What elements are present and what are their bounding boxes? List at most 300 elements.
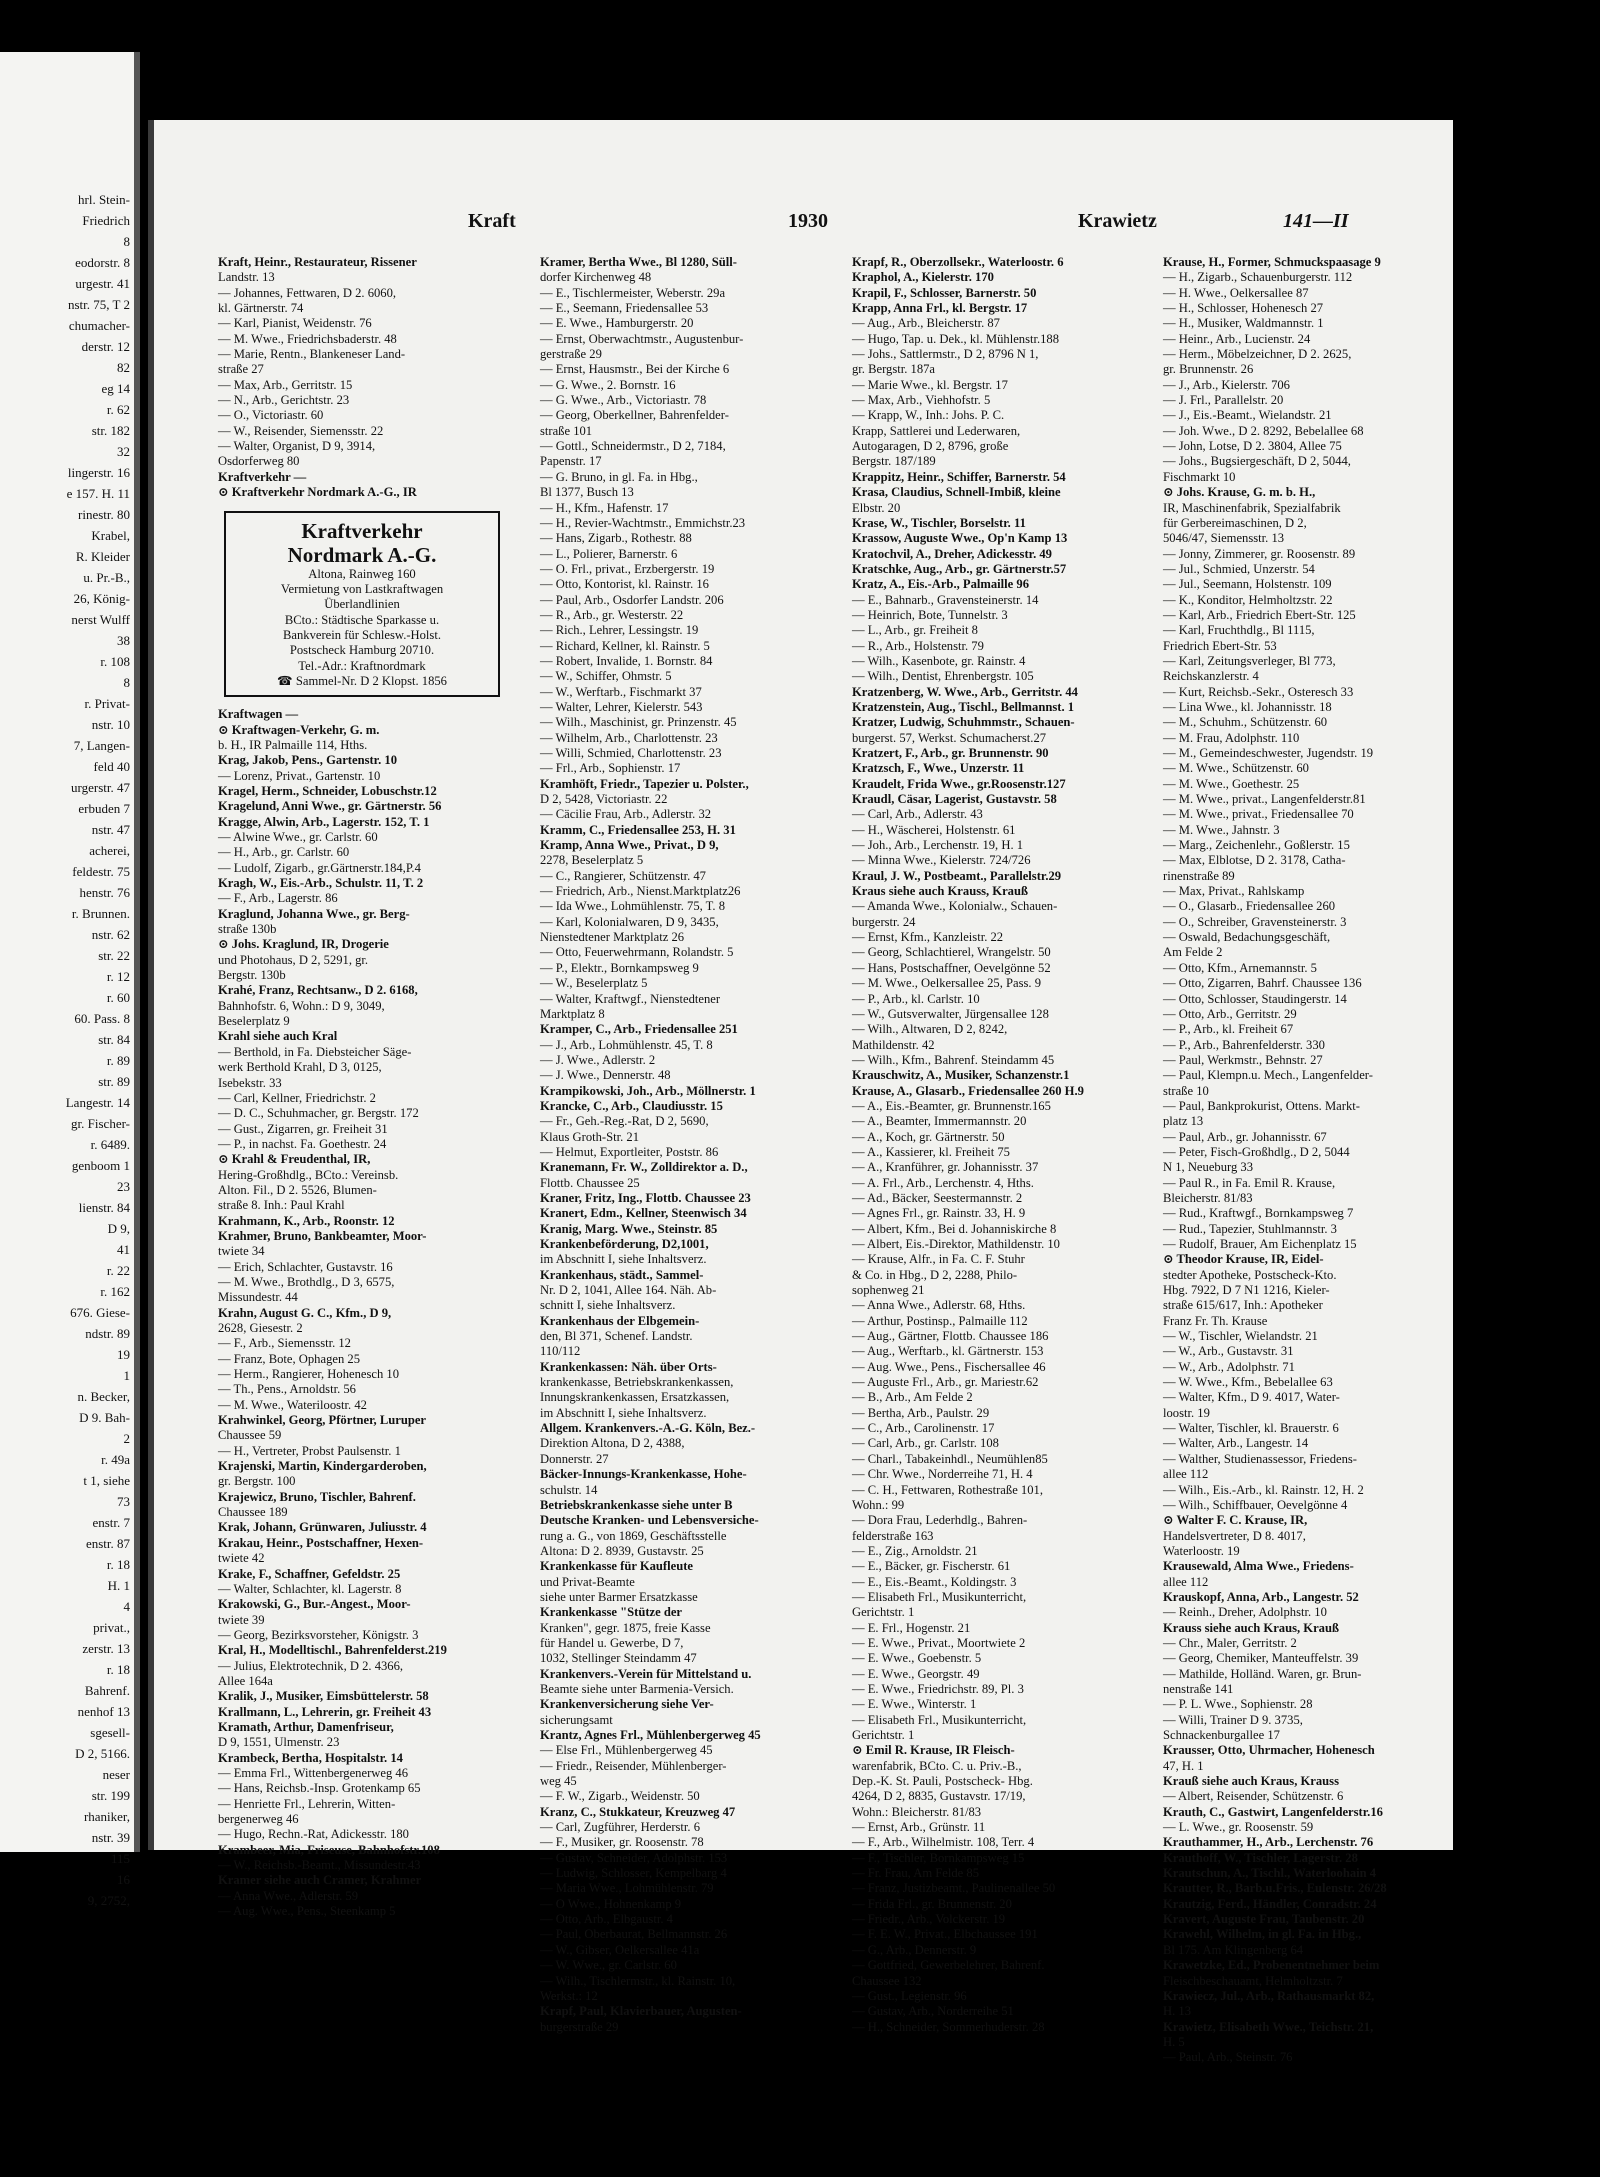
directory-entry: — F. W., Zigarb., Weidenstr. 50	[540, 1789, 700, 1804]
left-fragment: 9, 2752,	[87, 1893, 130, 1908]
left-fragment: D 9. Bah-	[79, 1410, 130, 1425]
directory-entry: Hering-Großhdlg., BCto.: Vereinsb.	[218, 1167, 399, 1182]
directory-entry: — Otto, Schlosser, Staudingerstr. 14	[1163, 991, 1347, 1006]
directory-entry: ⊙ Walter F. C. Krause, IR,	[1163, 1513, 1308, 1528]
left-fragment: genboom 1	[71, 1158, 130, 1173]
directory-entry: — H., Arb., gr. Carlstr. 60	[218, 845, 350, 860]
directory-entry: ⊙ Kraftverkehr Nordmark A.-G., IR	[218, 485, 417, 500]
directory-entry: IR, Maschinenfabrik, Spezialfabrik	[1163, 500, 1341, 515]
directory-entry: — H. Wwe., Oelkersallee 87	[1163, 285, 1309, 300]
directory-entry: — W., Beselerplatz 5	[540, 976, 648, 991]
directory-entry: Kraus siehe auch Krauss, Krauß	[852, 884, 1028, 899]
directory-entry: — Carl, Kellner, Friedrichstr. 2	[218, 1090, 376, 1105]
left-fragment: str. 84	[98, 1032, 130, 1047]
directory-entry: Krambeer, Mia, Friseuse, Bahnhofstr.108	[218, 1842, 440, 1857]
directory-entry: — A., Kassierer, kl. Freiheit 75	[852, 1144, 1010, 1159]
left-fragment: henstr. 76	[79, 885, 130, 900]
left-fragment: nstr. 75, T 2	[67, 297, 130, 312]
directory-entry: — Karl, Kolonialwaren, D 9, 3435,	[540, 914, 719, 929]
directory-entry: — P., Arb., kl. Carlstr. 10	[852, 991, 980, 1006]
left-fragment: Friedrich	[82, 213, 130, 228]
left-fragment: 1	[123, 1368, 130, 1383]
directory-entry: rung a. G., von 1869, Geschäftsstelle	[540, 1528, 727, 1543]
directory-entry: — Lorenz, Privat., Gartenstr. 10	[218, 768, 381, 783]
directory-entry: — Hans, Zigarb., Rothestr. 88	[540, 531, 692, 546]
left-fragment: 4	[123, 1599, 130, 1614]
directory-entry: Bergstr. 130b	[218, 968, 286, 983]
directory-entry: Osdorferweg 80	[218, 454, 300, 469]
directory-entry: — W., Werftarb., Fischmarkt 37	[540, 684, 702, 699]
left-fragment: r. 49a	[101, 1452, 130, 1467]
directory-entry: Krassow, Auguste Wwe., Op'n Kamp 13	[852, 531, 1068, 546]
left-fragment: eg 14	[101, 381, 130, 396]
advertisement-box	[224, 511, 500, 698]
left-fragment: H. 1	[107, 1578, 130, 1593]
directory-entry: — Wilhelm, Arb., Charlottenstr. 23	[540, 730, 718, 745]
directory-entry: Krahé, Franz, Rechtsanw., D 2. 6168,	[218, 983, 418, 998]
directory-entry: — Aug., Werftarb., kl. Gärtnerstr. 153	[852, 1344, 1044, 1359]
directory-entry: Kratzert, F., Arb., gr. Brunnenstr. 90	[852, 746, 1049, 760]
directory-entry: Allee 164a	[218, 1673, 273, 1688]
left-fragment: n. Becker,	[77, 1389, 130, 1404]
left-fragment: acherei,	[89, 843, 130, 858]
directory-entry: Kramhöft, Friedr., Tapezier u. Polster.,	[540, 776, 749, 791]
left-fragment: e 157. H. 11	[66, 486, 130, 501]
left-fragment: rinestr. 80	[78, 507, 130, 522]
directory-entry: straße 10	[1163, 1083, 1209, 1098]
directory-entry: — W., Tischler, Wielandstr. 21	[1163, 1329, 1318, 1344]
directory-entry: twiete 39	[218, 1612, 265, 1627]
directory-entry: Krasa, Claudius, Schnell-Imbiß, kleine	[852, 485, 1061, 500]
directory-entry: — Wilh., Tischlermstr., kl. Rainstr. 10,	[540, 1973, 736, 1988]
directory-entry: Nienstedtener Marktplatz 26	[540, 930, 685, 945]
directory-entry: allee 112	[1163, 1467, 1209, 1482]
directory-entry: — Paul, Arb., Osdorfer Landstr. 206	[540, 592, 724, 607]
directory-entry: — E., Bäcker, gr. Fischerstr. 61	[852, 1559, 1011, 1574]
directory-entry: 47, H. 1	[1163, 1758, 1204, 1773]
directory-entry: — Cäcilie Frau, Arb., Adlerstr. 32	[540, 807, 712, 822]
directory-entry: — Walter, Arb., Langestr. 14	[1163, 1436, 1309, 1451]
ad-line: Vermietung von Lastkraftwagen	[280, 581, 444, 596]
directory-entry: rinenstraße 89	[1163, 868, 1235, 883]
left-fragment: nstr. 39	[91, 1830, 130, 1845]
directory-entry: Dep.-K. St. Pauli, Postscheck- Hbg.	[852, 1774, 1033, 1789]
left-fragment: r. 108	[100, 654, 130, 669]
directory-entry: — Marie Wwe., kl. Bergstr. 17	[852, 377, 1008, 392]
directory-entry: — E., Seemann, Friedensallee 53	[540, 301, 709, 316]
left-fragment: t 1, siehe	[83, 1473, 130, 1488]
directory-entry: — M. Wwe., privat., Langenfelderstr.81	[1163, 792, 1366, 807]
directory-entry: 1032, Stellinger Steindamm 47	[540, 1651, 697, 1666]
left-fragment: enstr. 87	[85, 1536, 130, 1551]
directory-entry: — Paul, Arb., gr. Johannisstr. 67	[1163, 1129, 1327, 1144]
directory-entry: Krankenkassen: Näh. über Orts-	[540, 1359, 717, 1374]
header-first-entry: Kraft	[468, 210, 516, 232]
directory-page	[148, 120, 1453, 2065]
left-fragment: 8	[123, 234, 130, 249]
directory-entry: Kramp, Anna Wwe., Privat., D 9,	[540, 838, 719, 853]
directory-entry: Krappitz, Heinr., Schiffer, Barnerstr. 54	[852, 469, 1066, 484]
directory-entry: — Wilh., Kfm., Bahrenf. Steindamm 45	[852, 1052, 1055, 1067]
directory-entry: Krautter, R., Barb.u.Fris., Eulenstr. 26/28	[1163, 1881, 1387, 1896]
directory-entry: — Paul, Klempn.u. Mech., Langenfelder-	[1163, 1068, 1373, 1083]
directory-entry: Krase, W., Tischler, Borselstr. 11	[852, 515, 1026, 530]
directory-entry: Reichskanzlerstr. 4	[1163, 669, 1259, 684]
left-fragment: 82	[117, 360, 130, 375]
left-fragment: zerstr. 13	[82, 1641, 130, 1656]
directory-entry: Kral, H., Modelltischl., Bahrenfelderst.219	[218, 1643, 447, 1658]
directory-entry: — Walther, Studienassessor, Friedens-	[1163, 1451, 1357, 1466]
directory-entry: — Rudolf, Brauer, Am Eichenplatz 15	[1163, 1237, 1357, 1251]
left-fragment: sgesell-	[90, 1725, 130, 1740]
directory-entry: — Wilh., Eis.-Arb., kl. Rainstr. 12, H. 2	[1163, 1482, 1364, 1497]
directory-entry: — E. Wwe., Hamburgerstr. 20	[540, 316, 694, 331]
directory-entry: — Walter, Kraftwgf., Nienstedtener	[540, 991, 721, 1006]
ad-line: BCto.: Städtische Sparkasse u.	[284, 612, 440, 627]
directory-entry: — Krapp, W., Inh.: Johs. P. C.	[852, 408, 1005, 423]
directory-entry: — E., Eis.-Beamt., Koldingstr. 3	[852, 1574, 1017, 1589]
directory-entry: Krake, F., Schaffner, Gefeldstr. 25	[218, 1566, 401, 1581]
directory-entry: — E. Wwe., Goebenstr. 5	[852, 1651, 982, 1666]
directory-entry: Kranig, Marg. Wwe., Steinstr. 85	[540, 1221, 718, 1236]
directory-entry: — Hans, Postschaffner, Oevelgönne 52	[852, 960, 1051, 975]
left-fragment: R. Kleider	[75, 549, 130, 564]
directory-entry: — W., Reichsb.-Beamt., Missundestr.43	[218, 1858, 421, 1873]
left-fragment: nstr. 47	[91, 822, 130, 837]
directory-entry: Krauthammer, H., Arb., Lerchenstr. 76	[1163, 1835, 1374, 1850]
directory-entry: D 2, 5428, Victoriastr. 22	[540, 792, 668, 807]
left-fragment: privat.,	[93, 1620, 130, 1635]
directory-entry: — Aug. Wwe., Pens., Fischersallee 46	[852, 1359, 1046, 1374]
directory-entry: stedter Apotheke, Postscheck-Kto.	[1163, 1267, 1337, 1282]
left-page-edge	[0, 52, 140, 1908]
directory-entry: — Rud., Kraftwgf., Bornkampsweg 7	[1163, 1206, 1354, 1221]
directory-entry: — G. Bruno, in gl. Fa. in Hbg.,	[540, 469, 698, 484]
directory-entry: — W. Wwe., Kfm., Bebelallee 63	[1163, 1375, 1333, 1390]
directory-entry: — R., Arb., Holstenstr. 79	[852, 638, 984, 653]
directory-entry: — Jul., Schmied, Unzerstr. 54	[1163, 561, 1315, 576]
directory-entry: Kratzsch, F., Wwe., Unzerstr. 11	[852, 761, 1025, 776]
left-fragment: str. 199	[91, 1788, 130, 1803]
column-4	[1163, 255, 1453, 2066]
directory-entry: Bergstr. 187/189	[852, 454, 936, 469]
directory-entry: Kranert, Edm., Kellner, Steenwisch 34	[540, 1206, 747, 1221]
directory-entry: — Albert, Reisender, Schützenstr. 6	[1163, 1789, 1344, 1804]
left-fragment: 676. Giese-	[70, 1305, 130, 1320]
directory-entry: Krajenski, Martin, Kindergarderoben,	[218, 1459, 427, 1474]
directory-entry: — R., Arb., gr. Westerstr. 22	[540, 607, 684, 622]
directory-entry: — E., Bahnarb., Gravensteinerstr. 14	[852, 592, 1039, 607]
directory-entry: — A. Frl., Arb., Lerchenstr. 4, Hths.	[852, 1175, 1034, 1190]
directory-entry: Nr. D 2, 1041, Allee 164. Näh. Ab-	[540, 1283, 717, 1298]
directory-entry: Krampikowski, Joh., Arb., Möllnerstr. 1	[540, 1083, 756, 1098]
directory-entry: — M. Wwe., Friedrichsbaderstr. 48	[218, 331, 397, 346]
directory-entry: Kragge, Alwin, Arb., Lagerstr. 152, T. 1	[218, 814, 430, 829]
directory-entry: — Frida Frl., gr. Brunnenstr. 20	[852, 1896, 1012, 1911]
directory-entry: Krauß siehe auch Kraus, Krauss	[1163, 1774, 1339, 1789]
directory-entry: Direktion Altona, D 2, 4388,	[540, 1436, 685, 1451]
directory-entry: Kratzenstein, Aug., Tischl., Bellmannst. 1	[852, 699, 1075, 714]
directory-entry: 2278, Beselerplatz 5	[540, 853, 644, 868]
directory-entry: — O., Schreiber, Gravensteinerstr. 3	[1163, 914, 1347, 929]
directory-entry: Bäcker-Innungs-Krankenkasse, Hohe-	[540, 1467, 747, 1482]
directory-entry: kl. Gärtnerstr. 74	[218, 301, 304, 316]
left-fragment: enstr. 7	[92, 1515, 130, 1530]
directory-entry: — Rich., Lehrer, Lessingstr. 19	[540, 623, 699, 638]
directory-entry: — H., Vertreter, Probst Paulsenstr. 1	[218, 1443, 401, 1458]
directory-entry: und Photohaus, D 2, 5291, gr.	[218, 952, 369, 967]
directory-entry: — M. Wwe., Schützenstr. 60	[1163, 761, 1309, 776]
directory-entry: — E., Zig., Arnoldstr. 21	[852, 1543, 978, 1558]
directory-entry: — F., Tischler, Bornkampsweg 15	[852, 1850, 1025, 1865]
directory-entry: Kramer, Bertha Wwe., Bl 1280, Süll-	[540, 255, 737, 269]
directory-entry: — F., Arb., Lagerstr. 86	[218, 891, 338, 906]
ad-title: Nordmark A.-G.	[287, 542, 437, 567]
left-fragment: r. 60	[106, 990, 130, 1005]
directory-entry: und Privat-Beamte	[540, 1574, 635, 1589]
directory-entry: Beamte siehe unter Barmenia-Versich.	[540, 1681, 734, 1696]
directory-entry: Kraftverkehr —	[218, 469, 307, 484]
directory-entry: Mathildenstr. 42	[852, 1037, 935, 1052]
header-year: 1930	[788, 210, 828, 232]
directory-entry: — P., Elektr., Bornkampsweg 9	[540, 960, 699, 975]
directory-entry: — Heinr., Arb., Lucienstr. 24	[1163, 331, 1311, 346]
directory-entry: — Paul, Bankprokurist, Ottens. Markt-	[1163, 1098, 1360, 1113]
directory-entry: — Franz, Bote, Ophagen 25	[218, 1351, 360, 1366]
directory-entry: — W., Arb., Gustavstr. 31	[1163, 1344, 1294, 1359]
directory-entry: — Agnes Frl., gr. Rainstr. 33, H. 9	[852, 1206, 1026, 1221]
left-fragment: lienstr. 84	[78, 1200, 130, 1215]
directory-entry: platz 13	[1163, 1114, 1204, 1129]
left-fragment: u. Pr.-B.,	[83, 570, 130, 585]
directory-entry: — Aug., Gärtner, Flottb. Chaussee 186	[852, 1329, 1049, 1344]
directory-entry: — Wilh., Dentist, Ehrenbergstr. 105	[852, 669, 1034, 684]
directory-entry: — M. Wwe., privat., Friedensallee 70	[1163, 807, 1354, 822]
directory-entry: — F., Arb., Wilhelmistr. 108, Terr. 4	[852, 1835, 1035, 1850]
directory-entry: — John, Lotse, D 2. 3804, Allee 75	[1163, 439, 1342, 454]
page-header	[148, 210, 1453, 240]
directory-entry: 4264, D 2, 8835, Gustavstr. 17/19,	[852, 1789, 1026, 1804]
directory-entry: Krause, A., Glasarb., Friedensallee 260 H.9	[852, 1083, 1084, 1098]
directory-entry: — E. Wwe., Friedrichstr. 89, Pl. 3	[852, 1681, 1024, 1696]
left-fragment: 16	[117, 1872, 130, 1887]
ad-line: Bankverein für Schlesw.-Holst.	[283, 627, 441, 642]
directory-entry: Bahnhofstr. 6, Wohn.: D 9, 3049,	[218, 998, 385, 1013]
left-fragment: r. 162	[100, 1284, 130, 1299]
directory-entry: H. 5	[1163, 2034, 1185, 2049]
directory-entry: — Georg, Oberkellner, Bahrenfelder-	[540, 408, 729, 423]
directory-entry: Kraft, Heinr., Restaurateur, Rissener	[218, 255, 417, 269]
directory-entry: straße 615/617, Inh.: Apotheker	[1163, 1298, 1323, 1313]
directory-entry: — Gustav, Arb., Norderreihe 51	[852, 2004, 1014, 2019]
directory-entry: Kravert, Auguste Frau, Taubenstr. 20	[1163, 1912, 1365, 1927]
directory-entry: — Oswald, Bedachungsgeschäft,	[1163, 930, 1331, 945]
directory-entry: Betriebskrankenkasse siehe unter B	[540, 1497, 733, 1512]
left-fragment: 23	[117, 1179, 130, 1194]
directory-entry: Kratz, A., Eis.-Arb., Palmaille 96	[852, 577, 1029, 592]
directory-entry: — Herm., Möbelzeichner, D 2. 2625,	[1163, 347, 1352, 362]
directory-entry: — M. Wwe., Wateriloostr. 42	[218, 1397, 367, 1412]
directory-entry: Kratzer, Ludwig, Schuhmmstr., Schauen-	[852, 715, 1075, 730]
directory-entry: — Heinrich, Bote, Tunnelstr. 3	[852, 607, 1008, 622]
directory-entry: werk Berthold Krahl, D 3, 0125,	[218, 1060, 382, 1075]
directory-entry: Kranz, C., Stukkateur, Kreuzweg 47	[540, 1804, 736, 1819]
directory-entry: — Walter, Schlachter, kl. Lagerstr. 8	[218, 1581, 402, 1596]
ad-line: Postscheck Hamburg 20710.	[289, 643, 435, 658]
directory-entry: Krankenversicherung siehe Ver-	[540, 1697, 714, 1712]
directory-entry: — Hugo, Tap. u. Dek., kl. Mühlenstr.188	[852, 331, 1060, 346]
directory-entry: Kratschke, Aug., Arb., gr. Gärtnerstr.57	[852, 561, 1067, 576]
directory-entry: Krancke, C., Arb., Claudiusstr. 15	[540, 1098, 723, 1113]
directory-entry: nenstraße 141	[1163, 1681, 1234, 1696]
directory-entry: Autogaragen, D 2, 8796, große	[852, 439, 1009, 454]
directory-entry: — Else Frl., Mühlenbergerweg 45	[540, 1743, 713, 1758]
directory-entry: — Herm., Rangierer, Hohenesch 10	[218, 1367, 399, 1382]
directory-entry: — Joh. Wwe., D 2. 8292, Bebelallee 68	[1163, 423, 1364, 438]
directory-entry: Krambeck, Bertha, Hospitalstr. 14	[218, 1750, 403, 1765]
directory-entry: ⊙ Krahl & Freudenthal, IR,	[218, 1152, 371, 1167]
directory-entry: — Minna Wwe., Kielerstr. 724/726	[852, 853, 1031, 868]
directory-entry: Alton. Fil., D 2. 5526, Blumen-	[218, 1182, 377, 1197]
directory-entry: Kralik, J., Musiker, Eimsbüttelerstr. 58	[218, 1689, 429, 1704]
directory-entry: — Franz, Justizbeamt., Paulinenallee 50	[852, 1881, 1056, 1896]
directory-entry: Kratzenberg, W. Wwe., Arb., Gerritstr. 44	[852, 684, 1078, 699]
left-fragment: nstr. 62	[91, 927, 130, 942]
left-fragment: 73	[117, 1494, 130, 1509]
directory-entry: burgerstraße 29	[540, 2019, 619, 2034]
directory-entry: Waterloostr. 19	[1163, 1543, 1240, 1558]
directory-entry: — Aug. Wwe., Pens., Steenkamp 5	[218, 1904, 396, 1919]
directory-entry: 110/112	[540, 1344, 581, 1359]
left-fragment: erbuden 7	[78, 801, 130, 816]
left-fragment: r. 12	[106, 969, 130, 984]
left-fragment: feldestr. 75	[72, 864, 130, 879]
page-gutter	[148, 120, 154, 1850]
directory-entry: — Krause, Alfr., in Fa. C. F. Stuhr	[852, 1252, 1025, 1267]
directory-entry: Beselerplatz 9	[218, 1014, 290, 1029]
left-fragment: 32	[117, 444, 130, 459]
left-fragment: 26, König-	[73, 591, 130, 606]
directory-entry: — Chr. Wwe., Norderreihe 71, H. 4	[852, 1467, 1033, 1482]
directory-entry: — N., Arb., Gerichtstr. 23	[218, 393, 350, 408]
directory-entry: Wohn.: Bleicherstr. 81/83	[852, 1804, 982, 1819]
left-fragment: 60. Pass. 8	[74, 1011, 130, 1026]
directory-entry: Kranken", gegr. 1875, freie Kasse	[540, 1620, 711, 1635]
directory-entry: — Karl, Arb., Friedrich Ebert-Str. 125	[1163, 607, 1356, 622]
directory-entry: krankenkasse, Betriebskrankenkassen,	[540, 1375, 734, 1390]
directory-entry: — Otto, Feuerwehrmann, Rolandstr. 5	[540, 945, 734, 960]
directory-entry: — E. Wwe., Georgstr. 49	[852, 1666, 980, 1681]
directory-entry: — Carl, Zugführer, Herderstr. 6	[540, 1820, 701, 1835]
left-fragment: eodorstr. 8	[75, 255, 130, 270]
directory-entry: Klaus Groth-Str. 21	[540, 1129, 639, 1144]
directory-entry: — Paul, Arb., Steinstr. 76	[1163, 2050, 1293, 2065]
directory-entry: Krapp, Anna Frl., kl. Bergstr. 17	[852, 301, 1028, 316]
directory-entry: Krahmann, K., Arb., Roonstr. 12	[218, 1213, 395, 1228]
directory-entry: — E. Wwe., Winterstr. 1	[852, 1697, 977, 1712]
directory-entry: — Friedr., Arb., Volckerstr. 19	[852, 1912, 1006, 1927]
directory-entry: Bl 175. Am Klingenberg 64	[1163, 1942, 1304, 1957]
directory-entry: Krakau, Heinr., Postschaffner, Hexen-	[218, 1535, 424, 1550]
directory-entry: — D. C., Schuhmacher, gr. Bergstr. 172	[218, 1106, 419, 1121]
directory-entry: den, Bl 371, Schenef. Landstr.	[540, 1329, 693, 1344]
left-fragment: 19	[117, 1347, 130, 1362]
directory-entry: — Ernst, Oberwachtmstr., Augustenbur-	[540, 331, 744, 346]
directory-entry: ⊙ Kraftwagen-Verkehr, G. m.	[218, 722, 380, 737]
left-fragment: str. 182	[91, 423, 130, 438]
directory-entry: Krapil, F., Schlosser, Barnerstr. 50	[852, 285, 1037, 300]
directory-entry: — A., Kranführer, gr. Johannisstr. 37	[852, 1160, 1039, 1175]
directory-entry: — Charl., Tabakeinhdl., Neumühlen85	[852, 1451, 1048, 1466]
directory-entry: — Max, Elblotse, D 2. 3178, Catha-	[1163, 853, 1346, 868]
ad-line: Überlandlinien	[324, 597, 400, 612]
page-number: 141—II	[1283, 210, 1349, 232]
directory-entry: — Willi, Schmied, Charlottenstr. 23	[540, 746, 722, 760]
directory-entry: — Peter, Fisch-Großhdlg., D 2, 5044	[1163, 1144, 1350, 1159]
directory-entry: — Henriette Frl., Lehrerin, Witten-	[218, 1796, 396, 1811]
directory-entry: — Gustav, Schneider, Adolphstr. 153	[540, 1850, 728, 1865]
directory-entry: — B., Arb., Am Felde 2	[852, 1390, 973, 1405]
directory-entry: — Gottl., Schneidermstr., D 2, 7184,	[540, 439, 726, 454]
directory-entry: Krause, H., Former, Schmuckspaasage 9	[1163, 255, 1381, 269]
directory-entry: Deutsche Kranken- und Lebensversiche-	[540, 1513, 759, 1528]
directory-entry: Krauskopf, Anna, Arb., Langestr. 52	[1163, 1589, 1359, 1604]
directory-entry: — Marie, Rentn., Blankeneser Land-	[218, 347, 406, 362]
directory-entry: Kraner, Fritz, Ing., Flottb. Chaussee 23	[540, 1190, 751, 1205]
directory-entry: — Anna Wwe., Adlerstr. 68, Hths.	[852, 1298, 1026, 1313]
directory-entry: — W., Gutsverwalter, Jürgensallee 128	[852, 1006, 1049, 1021]
directory-entry: — C. H., Fettwaren, Rothestraße 101,	[852, 1482, 1043, 1497]
directory-entry: — Dora Frau, Lederhdlg., Bahren-	[852, 1513, 1028, 1528]
directory-entry: — Lina Wwe., kl. Johannisstr. 18	[1163, 699, 1332, 714]
directory-entry: — Paul, Werkmstr., Behnstr. 27	[1163, 1052, 1323, 1067]
directory-entry: — Max, Arb., Viehhofstr. 5	[852, 393, 991, 408]
directory-entry: — Jul., Seemann, Holstenstr. 109	[1163, 577, 1332, 592]
directory-entry: Krahwinkel, Georg, Pförtner, Luruper	[218, 1413, 427, 1428]
directory-entry: Bleicherstr. 81/83	[1163, 1190, 1253, 1205]
directory-entry: Krauthoff, W., Tischler, Lagerstr. 28	[1163, 1850, 1358, 1865]
directory-entry: — L., Arb., gr. Freiheit 8	[852, 623, 978, 638]
left-fragment: r. 62	[106, 402, 130, 417]
directory-entry: — Georg, Chemiker, Manteuffelstr. 39	[1163, 1651, 1359, 1666]
directory-entry: Krahmer, Bruno, Bankbeamter, Moor-	[218, 1228, 427, 1243]
directory-entry: Krakowski, G., Bur.-Angest., Moor-	[218, 1597, 411, 1612]
column-3	[852, 255, 1142, 2035]
left-fragment: r. 18	[106, 1557, 130, 1572]
directory-entry: — J. Wwe., Dennerstr. 48	[540, 1068, 671, 1083]
directory-entry: Schnackenburgallee 17	[1163, 1728, 1280, 1742]
directory-entry: D 9, 1551, Ulmenstr. 23	[218, 1735, 340, 1750]
directory-entry: Kraglund, Johanna Wwe., gr. Berg-	[218, 906, 410, 921]
directory-entry: Kraul, J. W., Postbeamt., Parallelstr.29	[852, 868, 1062, 883]
directory-entry: — F., Arb., Siemensstr. 12	[218, 1336, 351, 1351]
directory-entry: Krautzig, Ferd., Händler, Conradstr. 24	[1163, 1896, 1377, 1911]
left-fragment: r. 6489.	[90, 1137, 130, 1152]
directory-entry: — Friedr., Reisender, Mühlenberger-	[540, 1758, 727, 1773]
directory-entry: twiete 42	[218, 1551, 265, 1566]
ad-line: Tel.-Adr.: Kraftnordmark	[298, 658, 426, 673]
directory-entry: — Walter, Tischler, kl. Brauerstr. 6	[1163, 1421, 1339, 1436]
directory-entry: Gerichtstr. 1	[852, 1728, 915, 1742]
directory-entry: Krautschun, A., Tischl., Waterloohain 4	[1163, 1866, 1377, 1881]
directory-entry: Marktplatz 8	[540, 1006, 605, 1021]
directory-entry: — Ida Wwe., Lohmühlenstr. 75, T. 8	[540, 899, 726, 914]
directory-entry: Kraudelt, Frida Wwe., gr.Roosenstr.127	[852, 776, 1066, 791]
left-fragment: feld 40	[93, 759, 130, 774]
directory-entry: straße 8. Inh.: Paul Krahl	[218, 1198, 345, 1213]
directory-entry: — Ludolf, Zigarb., gr.Gärtnerstr.184,P.4	[218, 860, 421, 875]
directory-entry: Kraphol, A., Kielerstr. 170	[852, 270, 994, 285]
